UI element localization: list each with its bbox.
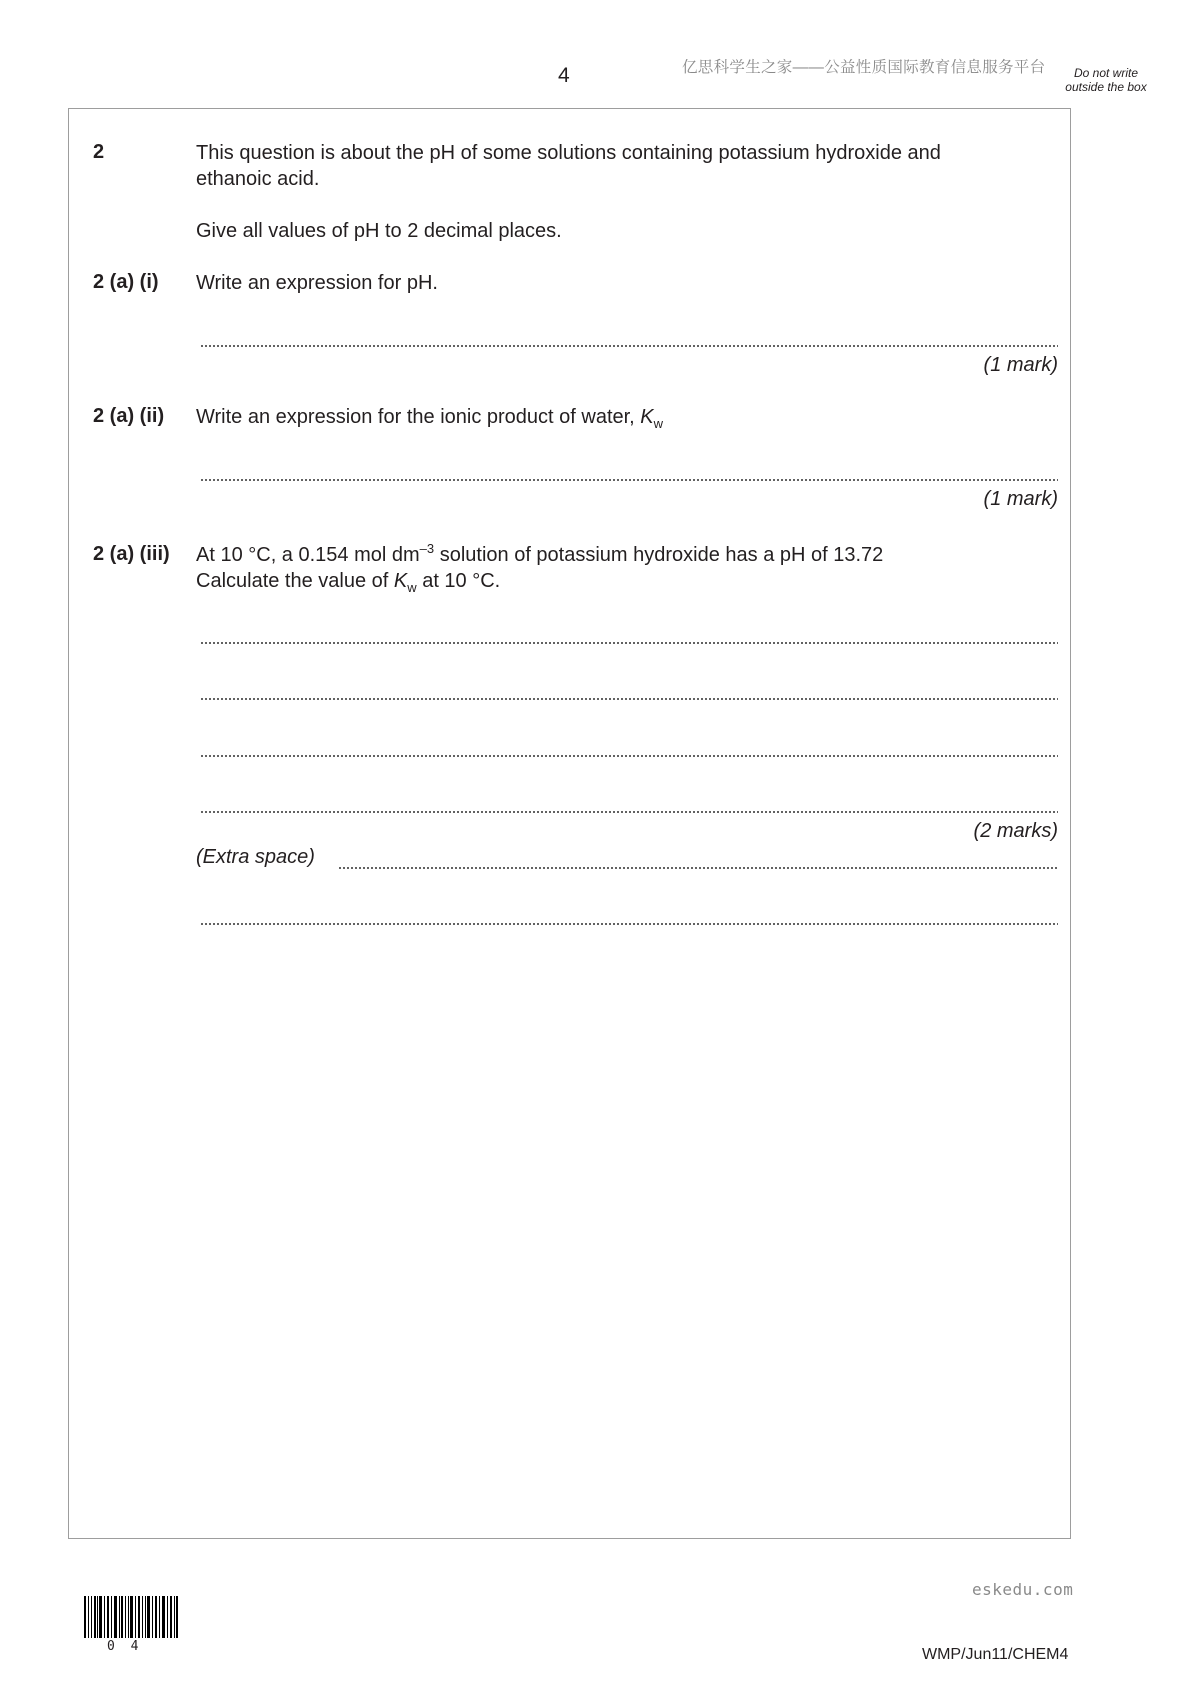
part-a-iii-marks: (2 marks) [973, 820, 1058, 842]
header-watermark: 亿思科学生之家——公益性质国际教育信息服务平台 [682, 59, 1046, 76]
part-a-ii-marks: (1 mark) [983, 488, 1058, 510]
question-number: 2 [93, 141, 105, 163]
extra-space-line-2[interactable] [200, 923, 1058, 925]
paper-code: WMP/Jun11/CHEM4 [922, 1646, 1069, 1663]
part-a-iii-line1: At 10 °C, a 0.154 mol $dm^{-3}$ solution of potassium hydroxide has a pH of 13.72 [196, 541, 884, 566]
page-number: 4 [558, 64, 570, 87]
extra-space-line-1[interactable] [338, 867, 1058, 869]
footer-watermark: eskedu.com [972, 1580, 1074, 1599]
question-intro-line1: This question is about the pH of some solutions containing potassium hydroxide and [196, 142, 941, 164]
part-a-iii-label: 2 (a) (iii) [93, 543, 170, 565]
answer-box [68, 108, 1071, 1539]
question-instruction: Give all values of pH to 2 decimal places. [196, 220, 562, 242]
part-a-iii-line2: Calculate the value of $K_w$ at 10 °C. [196, 570, 501, 595]
extra-space-label: (Extra space) [196, 846, 315, 868]
part-a-ii-text: Write an expression for the ionic product of water, $K_w$ [196, 406, 664, 431]
part-a-i-marks: (1 mark) [983, 354, 1058, 376]
answer-line-a-iii-4[interactable] [200, 811, 1058, 813]
kw-symbol: K [640, 406, 654, 428]
answer-line-a-iii-1[interactable] [200, 642, 1058, 644]
kw-symbol: K [393, 570, 408, 592]
margin-note: Do not write outside the box [1065, 66, 1147, 94]
question-intro-line2: ethanoic acid. [196, 168, 320, 190]
part-a-ii-label: 2 (a) (ii) [93, 405, 165, 427]
answer-line-a-iii-3[interactable] [200, 755, 1058, 757]
barcode-icon [84, 1596, 178, 1638]
answer-line-a-iii-2[interactable] [200, 698, 1058, 700]
barcode-digits: 0 4 [107, 1639, 143, 1654]
part-a-i-text: Write an expression for pH. [196, 272, 438, 294]
part-a-i-label: 2 (a) (i) [93, 271, 159, 293]
answer-line-a-ii[interactable] [200, 479, 1058, 481]
answer-line-a-i[interactable] [200, 345, 1058, 347]
